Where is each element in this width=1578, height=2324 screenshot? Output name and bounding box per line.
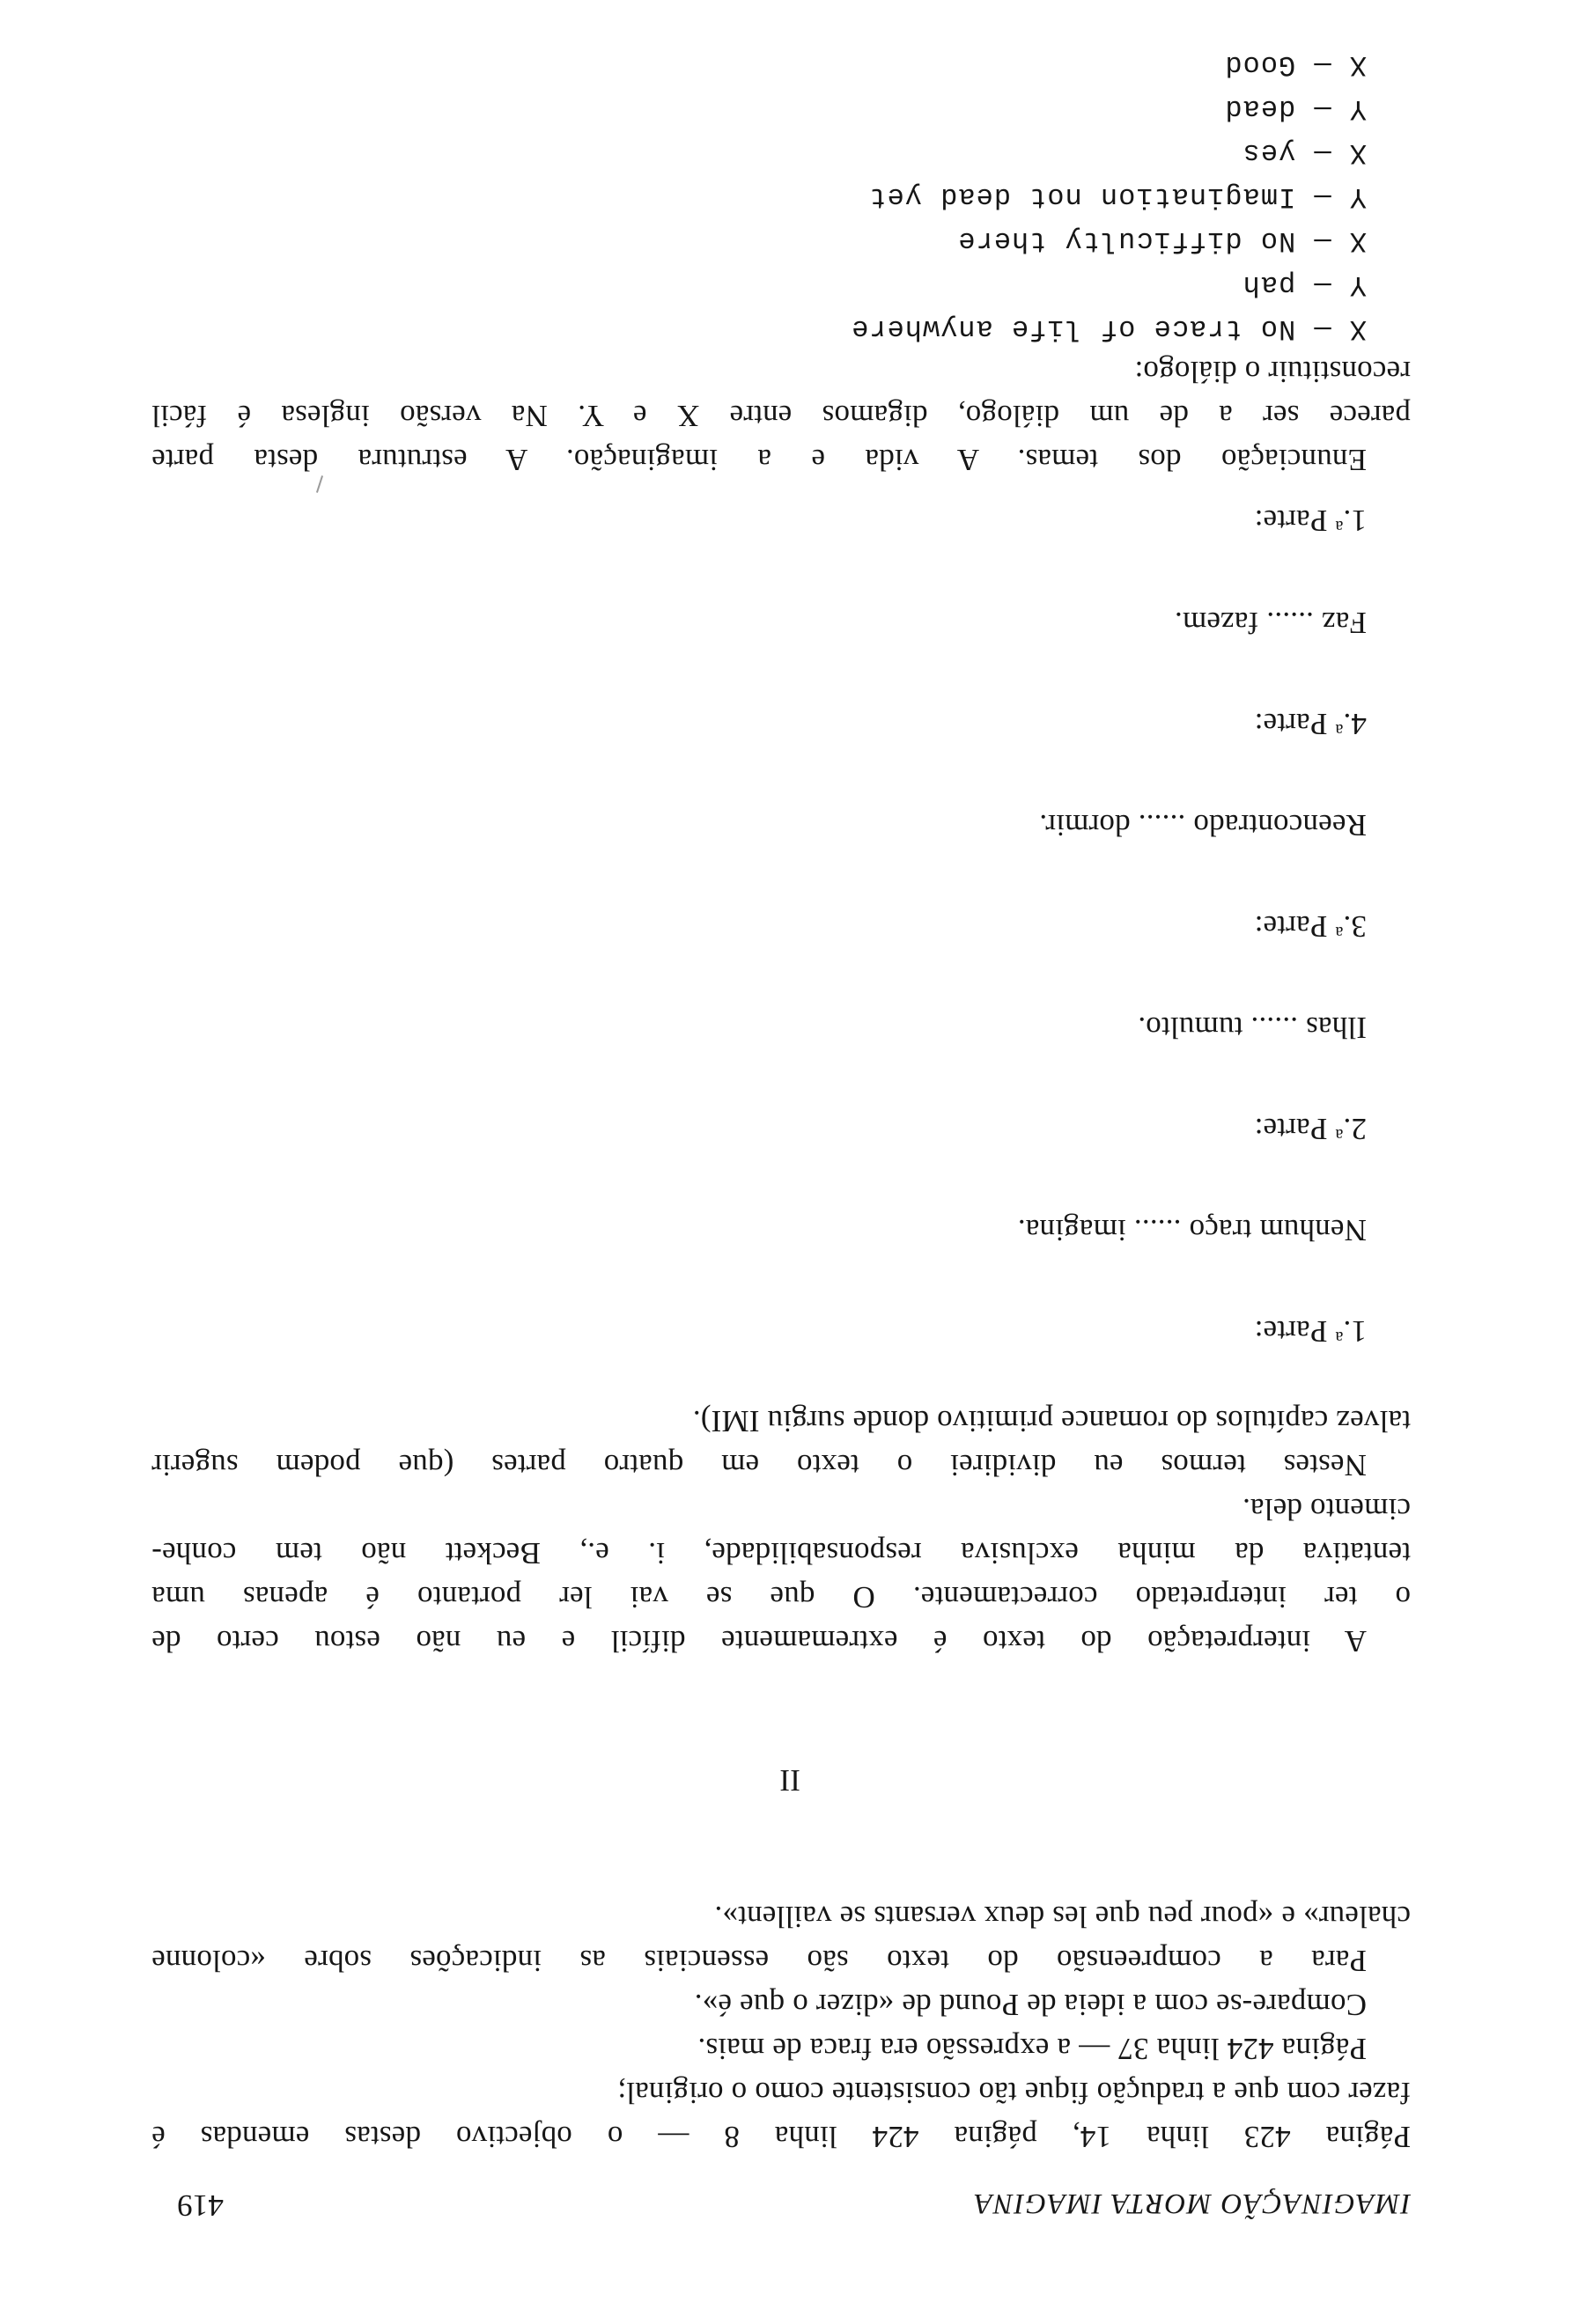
paragraph-line: tentativa da minha exclusiva responsabilidade, i. e., Beckett não tem conhe- xyxy=(151,1536,1411,1570)
dialogue-line: Y — dead xyxy=(1224,92,1367,125)
pencil-mark xyxy=(316,475,323,493)
paragraph-line: Página 423 linha 14, página 424 linha 8 — o objectivo destas emendas é xyxy=(151,2120,1411,2154)
part-excerpt: Nenhum traço ...... imagina. xyxy=(1017,1213,1367,1247)
part-heading: 3.$^a$ Parte: xyxy=(1254,909,1367,944)
dialogue-line: X — yes xyxy=(1242,136,1367,169)
running-title: IMAGINAÇÃO MORTA IMAGINA xyxy=(973,2188,1411,2219)
paragraph-line: talvez capítulos do romance primitivo donde surgiu IMI). xyxy=(692,1404,1411,1438)
paragraph-line: fazer com que a tradução fique tão consistente como o original; xyxy=(617,2076,1411,2110)
paragraph-line: o ter interpretado correctamente. O que se vai ler portanto é apenas uma xyxy=(151,1580,1411,1614)
part-excerpt: Reencontrado ...... dormir. xyxy=(1039,808,1367,842)
section-numeral: II xyxy=(779,1763,800,1798)
paragraph-line: Nestes termos eu dividirei o texto em quatro partes (que podem sugerir xyxy=(151,1448,1367,1482)
paragraph-line: Compare-se com a ideia de Pound de «dizer o que é». xyxy=(694,1988,1367,2022)
page-number: 419 xyxy=(176,2188,224,2223)
part-heading: 1.$^a$ Parte: xyxy=(1254,1314,1367,1349)
part-excerpt: Ilhas ...... tumulto. xyxy=(1138,1011,1367,1045)
part-heading: 4.$^a$ Parte: xyxy=(1254,707,1367,741)
dialogue-line: Y — Imagination not dead yet xyxy=(868,180,1367,213)
paragraph-line: Página 424 linha 37 — a expressão era fraca de mais. xyxy=(697,2032,1367,2066)
paragraph-line: chaleur» e «pour peu que les deux versants se vaillent». xyxy=(714,1900,1411,1934)
paragraph-line: Para a compreensão do texto são essenciais as indicações sobre «colonne xyxy=(151,1944,1367,1978)
dialogue-line: X — No trace of life anywhere xyxy=(851,313,1367,345)
part-heading: 1.$^a$ Parte: xyxy=(1254,504,1367,538)
paragraph-line: parece ser a de um diálogo, digamos entre X e Y. Na versão inglesa é fácil xyxy=(151,399,1411,433)
paragraph-line: cimento dela. xyxy=(1242,1492,1411,1526)
paragraph-line: Enunciação dos temas. A vida e a imaginação. A estrutura desta parte xyxy=(151,443,1367,477)
dialogue-line: Y — pah xyxy=(1242,268,1367,301)
dialogue-line: X — Good xyxy=(1224,48,1367,81)
paragraph-line: A interpretação do texto é extremamente difícil e eu não estou certo de xyxy=(151,1624,1367,1658)
part-excerpt: Faz ...... fazem. xyxy=(1174,606,1367,640)
dialogue-line: X — No difficulty there xyxy=(957,224,1367,257)
paragraph-line: reconstituir o diálogo: xyxy=(1134,355,1411,389)
part-heading: 2.$^a$ Parte: xyxy=(1254,1112,1367,1146)
